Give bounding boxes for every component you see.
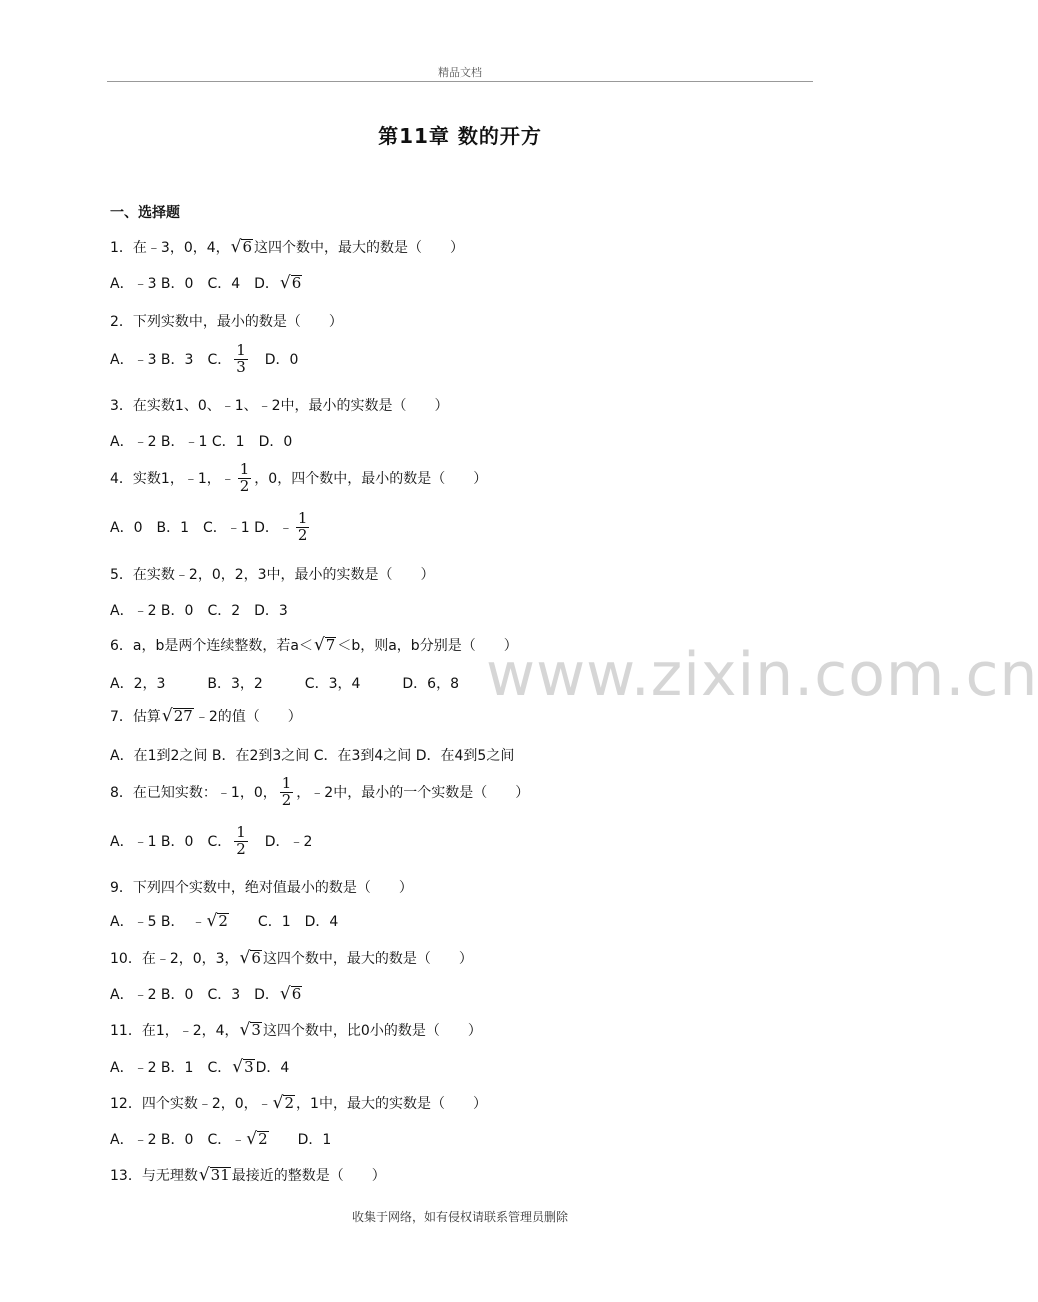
- fraction: [238, 462, 252, 495]
- question-text: 7．估算: [110, 709, 161, 725]
- options-12: [110, 1129, 331, 1149]
- options-text: A．2，3 B．3，2 C．3，4 D．6，8: [110, 676, 459, 692]
- radical-sign: √: [232, 1056, 244, 1077]
- sqrt-expression: [239, 947, 262, 968]
- options-1: [110, 273, 303, 293]
- sqrt-expression: [230, 236, 253, 257]
- watermark: www.zixin.com.cn: [486, 640, 1038, 710]
- sqrt-expression: [198, 1164, 231, 1185]
- question-6: [110, 635, 518, 655]
- options-3: [110, 431, 292, 451]
- question-text: ，1中，最大的实数是（ ）: [296, 1096, 487, 1112]
- options-text: D．4: [255, 1060, 290, 1076]
- denominator: 3: [236, 357, 246, 376]
- radicand: 3: [251, 1020, 261, 1039]
- sqrt-expression: [279, 983, 302, 1004]
- denominator: 2: [281, 790, 292, 809]
- numerator: 1: [236, 823, 246, 841]
- sqrt-expression: [272, 1092, 295, 1113]
- radicand: 2: [258, 1129, 268, 1148]
- options-text: A．在1到2之间 B．在2到3之间 C．在3到4之间 D．在4到5之间: [110, 748, 515, 764]
- question-text: ，﹣2中，最小的一个实数是（ ）: [296, 785, 530, 802]
- options-9: [110, 911, 338, 931]
- question-text: 9．下列四个实数中，绝对值最小的数是（ ）: [110, 880, 413, 896]
- radical-sign: √: [239, 1019, 251, 1040]
- fraction: [234, 825, 248, 858]
- sqrt-expression: [279, 272, 302, 293]
- question-9: [110, 877, 413, 897]
- radical-sign: √: [279, 983, 291, 1004]
- options-text: A．﹣3 B．3 C．: [110, 352, 232, 369]
- question-7: [110, 706, 302, 726]
- numerator: 1: [236, 341, 246, 359]
- question-13: [110, 1165, 386, 1185]
- page-footer: 收集于网络，如有侵权请联系管理员删除: [351, 1210, 568, 1224]
- options-text: D．﹣2: [250, 834, 313, 851]
- question-text: 4．实数1，﹣1，﹣: [110, 471, 235, 488]
- question-4: [110, 462, 487, 495]
- question-text: 这四个数中，最大的数是（ ）: [262, 951, 473, 967]
- radicand: 2: [284, 1093, 295, 1112]
- options-text: A．﹣2 B．﹣1 C．1 D．0: [110, 434, 293, 450]
- question-text: ﹣2的值（ ）: [194, 709, 302, 725]
- question-text: 6．a，b是两个连续整数，若a＜: [110, 638, 313, 654]
- radical-sign: √: [272, 1092, 284, 1113]
- question-text: 8．在已知实数：﹣1，0，: [110, 785, 277, 802]
- question-2: [110, 311, 343, 331]
- options-text: C．1 D．4: [229, 914, 339, 930]
- document-title: 第11章 数的开方: [378, 124, 542, 148]
- options-text: D．0: [250, 352, 299, 369]
- options-text: A．﹣2 B．0 C．﹣: [110, 1132, 246, 1148]
- fraction: [296, 511, 310, 544]
- sqrt-expression: [239, 1019, 262, 1040]
- options-text: A．﹣5 B． ﹣: [110, 914, 206, 930]
- options-10: [110, 984, 303, 1004]
- radicand: 6: [291, 273, 302, 292]
- header-rule: [107, 81, 813, 82]
- sqrt-expression: [313, 634, 336, 655]
- fraction: [234, 343, 248, 376]
- question-8: [110, 776, 529, 809]
- radicand: 3: [244, 1057, 254, 1076]
- radical-sign: √: [161, 705, 173, 726]
- options-text: D．1: [269, 1132, 332, 1148]
- options-8: [110, 825, 312, 858]
- radical-sign: √: [313, 634, 325, 655]
- numerator: 1: [239, 460, 250, 478]
- sqrt-expression: [161, 705, 194, 726]
- question-5: [110, 564, 435, 584]
- options-text: A．﹣2 B．1 C．: [110, 1060, 232, 1076]
- numerator: 1: [281, 774, 292, 792]
- options-4: [110, 511, 312, 544]
- options-11: [110, 1057, 289, 1077]
- options-2: [110, 343, 298, 376]
- question-text: ＜b，则a，b分别是（ ）: [337, 638, 518, 654]
- question-12: [110, 1093, 487, 1113]
- question-1: [110, 237, 464, 257]
- options-text: A．﹣2 B．0 C．2 D．3: [110, 603, 288, 619]
- question-text: 10．在﹣2，0，3，: [110, 951, 239, 967]
- question-text: 13．与无理数: [110, 1168, 198, 1184]
- fraction: [280, 776, 294, 809]
- question-10: [110, 948, 473, 968]
- question-text: 这四个数中，最大的数是（ ）: [254, 240, 465, 256]
- radicand: 7: [325, 635, 336, 654]
- question-text: 11．在1，﹣2，4，: [110, 1023, 239, 1039]
- options-text: A．﹣1 B．0 C．: [110, 834, 232, 851]
- section-heading: 一、选择题: [110, 205, 180, 221]
- options-7: [110, 745, 514, 765]
- radicand: 27: [173, 706, 193, 725]
- radical-sign: √: [279, 272, 291, 293]
- denominator: 2: [239, 476, 250, 495]
- question-text: 这四个数中，比0小的数是（ ）: [262, 1023, 482, 1039]
- options-text: A．﹣2 B．0 C．3 D．: [110, 987, 279, 1003]
- options-6: [110, 673, 459, 693]
- radicand: 31: [210, 1165, 230, 1184]
- question-text: 2．下列实数中，最小的数是（ ）: [110, 314, 343, 330]
- radical-sign: √: [206, 910, 218, 931]
- denominator: 2: [236, 839, 246, 858]
- radical-sign: √: [246, 1128, 258, 1149]
- sqrt-expression: [206, 910, 229, 931]
- question-text: 最接近的整数是（ ）: [231, 1168, 386, 1184]
- options-5: [110, 600, 288, 620]
- question-text: 1．在﹣3，0，4，: [110, 240, 230, 256]
- radicand: 2: [218, 911, 228, 930]
- sqrt-expression: [246, 1128, 268, 1149]
- question-3: [110, 395, 449, 415]
- radical-sign: √: [198, 1164, 210, 1185]
- page-header: 精品文档: [438, 66, 482, 79]
- options-text: A．0 B．1 C．﹣1 D．﹣: [110, 520, 293, 537]
- numerator: 1: [297, 509, 308, 527]
- radical-sign: √: [239, 947, 251, 968]
- options-text: A．﹣3 B．0 C．4 D．: [110, 276, 279, 292]
- question-text: 5．在实数﹣2，0，2，3中，最小的实数是（ ）: [110, 567, 435, 583]
- question-text: ，0，四个数中，最小的数是（ ）: [254, 471, 488, 488]
- question-text: 3．在实数1、0、﹣1、﹣2中，最小的实数是（ ）: [110, 398, 449, 414]
- radicand: 6: [291, 984, 302, 1003]
- question-text: 12．四个实数﹣2，0，﹣: [110, 1096, 272, 1112]
- radical-sign: √: [230, 236, 242, 257]
- sqrt-expression: [232, 1056, 254, 1077]
- radicand: 6: [242, 237, 253, 256]
- radicand: 6: [251, 948, 261, 967]
- question-11: [110, 1020, 482, 1040]
- denominator: 2: [297, 525, 308, 544]
